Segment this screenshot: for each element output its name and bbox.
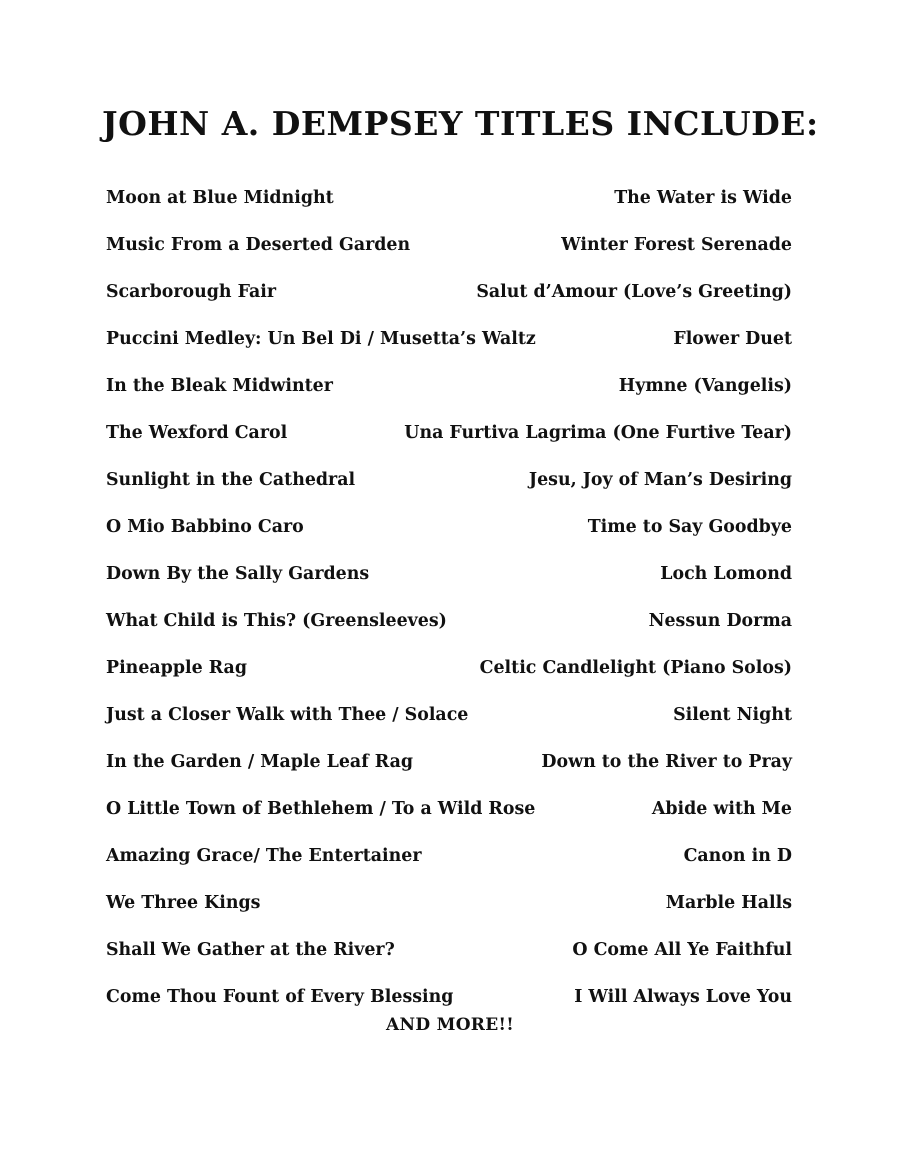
title-row — [106, 752, 792, 799]
title-right: Salut d’Amour (Love’s Greeting) — [476, 282, 792, 302]
title-left: Shall We Gather at the River? — [106, 940, 395, 960]
title-left: The Wexford Carol — [106, 423, 288, 443]
title-right: Marble Halls — [665, 893, 792, 913]
title-left: Puccini Medley: Un Bel Di / Musetta’s Waltz — [106, 329, 536, 349]
title-row — [106, 517, 792, 564]
title-left: Just a Closer Walk with Thee / Solace — [106, 705, 469, 725]
title-right: The Water is Wide — [614, 188, 792, 208]
title-right: Hymne (Vangelis) — [618, 376, 792, 396]
title-row — [106, 893, 792, 940]
title-row — [106, 564, 792, 611]
title-left: Moon at Blue Midnight — [106, 188, 334, 208]
title-left: Down By the Sally Gardens — [106, 564, 370, 584]
title-left: Sunlight in the Cathedral — [106, 470, 356, 490]
title-row — [106, 188, 792, 235]
title-row — [106, 423, 792, 470]
page-title: JOHN A. DEMPSEY TITLES INCLUDE: — [102, 104, 819, 143]
title-left: O Mio Babbino Caro — [106, 517, 304, 537]
title-row — [106, 940, 792, 987]
title-left: We Three Kings — [106, 893, 261, 913]
title-right: Silent Night — [673, 705, 792, 725]
titles-list — [106, 188, 792, 1034]
title-right: I Will Always Love You — [574, 987, 792, 1007]
title-left: Come Thou Fount of Every Blessing — [106, 987, 454, 1007]
title-left: In the Bleak Midwinter — [106, 376, 333, 396]
title-left: What Child is This? (Greensleeves) — [106, 611, 447, 631]
title-row — [106, 329, 792, 376]
title-right: Canon in D — [683, 846, 792, 866]
title-row — [106, 470, 792, 517]
title-right: Loch Lomond — [660, 564, 792, 584]
title-right: Winter Forest Serenade — [561, 235, 792, 255]
title-left: Amazing Grace/ The Entertainer — [106, 846, 422, 866]
title-row — [106, 282, 792, 329]
title-row — [106, 611, 792, 658]
title-right: Nessun Dorma — [648, 611, 792, 631]
title-right: Time to Say Goodbye — [587, 517, 792, 537]
title-right: Jesu, Joy of Man’s Desiring — [528, 470, 792, 490]
title-left: Music From a Deserted Garden — [106, 235, 411, 255]
title-left: O Little Town of Bethlehem / To a Wild Rose — [106, 799, 536, 819]
title-left: In the Garden / Maple Leaf Rag — [106, 752, 414, 772]
title-right: O Come All Ye Faithful — [572, 940, 792, 960]
title-row — [106, 705, 792, 752]
title-row — [106, 376, 792, 423]
title-row — [106, 846, 792, 893]
title-row — [106, 658, 792, 705]
title-row — [106, 235, 792, 282]
title-right: Abide with Me — [651, 799, 792, 819]
title-row — [106, 799, 792, 846]
title-right: Flower Duet — [673, 329, 792, 349]
and-more-note: AND MORE!! — [385, 1015, 515, 1035]
title-right: Una Furtiva Lagrima (One Furtive Tear) — [404, 423, 792, 443]
title-right: Celtic Candlelight (Piano Solos) — [479, 658, 792, 678]
title-left: Pineapple Rag — [106, 658, 247, 678]
title-left: Scarborough Fair — [106, 282, 277, 302]
title-right: Down to the River to Pray — [541, 752, 792, 772]
